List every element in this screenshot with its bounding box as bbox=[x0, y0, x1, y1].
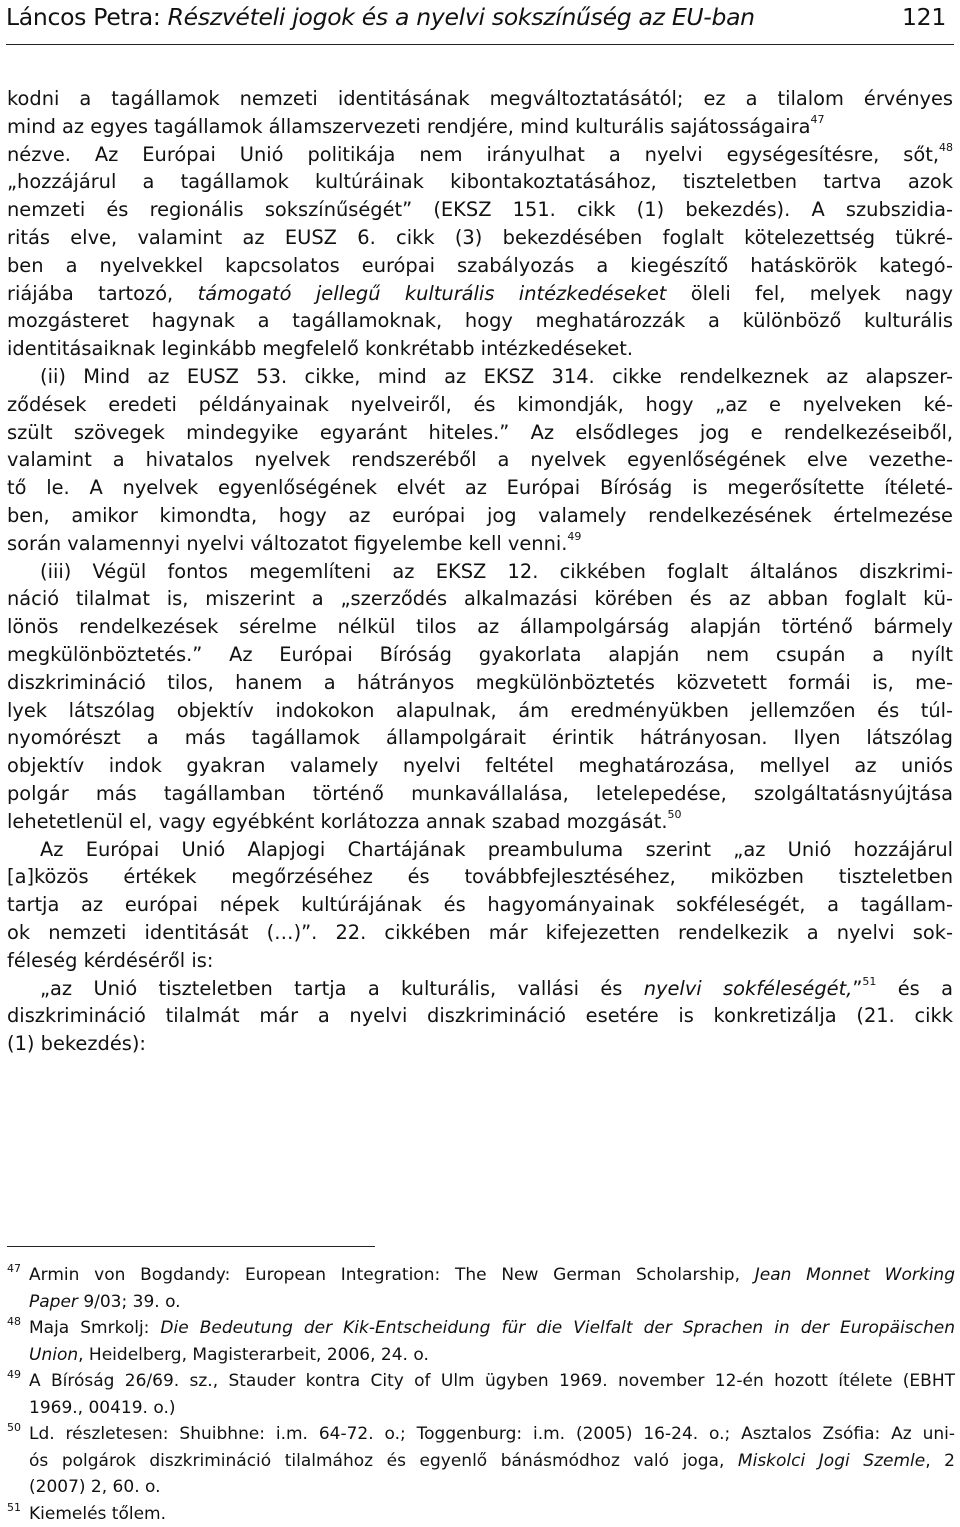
footnote-reference: 47 bbox=[811, 113, 825, 126]
body-line bbox=[7, 85, 953, 113]
footnote bbox=[7, 1421, 955, 1501]
text-run: ” bbox=[852, 977, 862, 1000]
text-run: Kiemelés tőlem. bbox=[29, 1504, 166, 1524]
text-run: ós polgárok diszkrimináció tilalmához és egyenlő bánásmódhoz való joga, bbox=[29, 1451, 738, 1471]
body-line bbox=[7, 863, 953, 891]
italic-text: Jean Monnet Working bbox=[755, 1265, 955, 1285]
footnote-line bbox=[29, 1289, 955, 1316]
text-run: „hozzájárul a tagállamok kultúráinak kibontakoztatásához, tiszteletben tartva azok bbox=[7, 170, 953, 193]
text-run: polgár más tagállamban történő munkavállalása, letelepedése, szolgáltatásnyújtása bbox=[7, 782, 953, 805]
footnote-line bbox=[29, 1342, 955, 1369]
text-run: diszkrimináció tilalmát már a nyelvi diszkrimináció esetére is konkretizálja (21. cikk bbox=[7, 1004, 953, 1027]
text-run: identitásaiknak leginkább megfelelő konkrétabb intézkedéseket. bbox=[7, 337, 633, 360]
body-line bbox=[7, 280, 953, 308]
text-run: nézve. bbox=[7, 143, 71, 166]
body-line bbox=[7, 1030, 953, 1058]
body-line bbox=[7, 947, 953, 975]
body-line bbox=[7, 752, 953, 780]
body-line bbox=[7, 446, 953, 474]
footnote-line bbox=[29, 1368, 955, 1395]
footnotes bbox=[7, 1262, 955, 1527]
body-line bbox=[7, 1002, 953, 1030]
text-run: nyomórészt a más tagállamok állampolgárait érintik hátrányosan. Ilyen látszólag bbox=[7, 726, 953, 749]
text-run: ben a nyelvekkel kapcsolatos európai szabályozás a kiegészítő hatáskörök kategó- bbox=[7, 254, 953, 277]
body-line bbox=[7, 808, 953, 836]
text-run: nemzeti és regionális sokszínűségét” (EKSZ 151. cikk (1) bekezdés). A szubszidia- bbox=[7, 198, 953, 221]
text-run: valamint a hivatalos nyelvek rendszeréből a nyelvek egyenlőségének elve vezethe- bbox=[7, 448, 953, 471]
italic-text: nyelvi sokféleségét, bbox=[644, 977, 853, 1000]
text-run: mind kulturális sajátosságaira bbox=[514, 115, 811, 138]
footnote-line bbox=[29, 1501, 955, 1527]
text-run: 9/03; 39. o. bbox=[78, 1292, 181, 1312]
footnote-number: 51 bbox=[7, 1495, 21, 1522]
body-line bbox=[7, 419, 953, 447]
body-line bbox=[7, 252, 953, 280]
body-line bbox=[7, 363, 953, 391]
body-line bbox=[7, 780, 953, 808]
body-line bbox=[7, 613, 953, 641]
text-run: mind az egyes tagállamok államszervezeti rendjére, bbox=[7, 115, 514, 138]
page-number: 121 bbox=[902, 0, 946, 34]
body-line bbox=[7, 141, 953, 169]
footnote-line bbox=[29, 1262, 955, 1289]
text-run: (ii) Mind az EUSZ 53. cikke, mind az EKSZ 314. cikke rendelkeznek az alapszer- bbox=[40, 365, 953, 388]
footnote-number: 48 bbox=[7, 1309, 21, 1336]
text-run: tő le. A nyelvek egyenlőségének elvét az Európai Bíróság is megerősítette ítéleté- bbox=[7, 476, 953, 499]
footnote bbox=[7, 1262, 955, 1315]
footnote-number: 49 bbox=[7, 1362, 21, 1389]
text-run: lyek látszólag objektív indokokon alapulnak, ám eredményükben jellemzően és túl- bbox=[7, 699, 953, 722]
text-run: objektív indok gyakran valamely nyelvi feltétel meghatározása, mellyel az uniós bbox=[7, 754, 953, 777]
text-run: [a]közös értékek megőrzéséhez és továbbfejlesztéséhez, miközben tiszteletben bbox=[7, 865, 953, 888]
text-run: Maja Smrkolj: bbox=[29, 1318, 160, 1338]
body-line bbox=[7, 168, 953, 196]
text-run: náció tilalmat is, miszerint a „szerződés alkalmazási körében és az abban foglalt kü- bbox=[7, 587, 953, 610]
text-run: tartja az európai népek kultúrájának és hagyományainak sokféleségét, a tagállam- bbox=[7, 893, 953, 916]
text-run: kodni a tagállamok nemzeti identitásának megváltoztatásától; ez a tilalom érvényes bbox=[7, 87, 953, 110]
text-run: szült szövegek mindegyike egyaránt hiteles.” Az elsődleges jog e rendelkezéseiből, bbox=[7, 421, 953, 444]
footnote bbox=[7, 1315, 955, 1368]
footnote-number: 50 bbox=[7, 1415, 21, 1442]
body-line bbox=[7, 836, 953, 864]
footnote-line bbox=[29, 1421, 955, 1448]
body-line bbox=[7, 919, 953, 947]
text-run: Ld. részletesen: Shuibhne: i.m. 64-72. o.; Toggenburg: i.m. (2005) 16-24. o.; Asztalos Zsófia: Az uni- bbox=[29, 1424, 955, 1444]
text-run: megkülönböztetés.” Az Európai Bíróság gyakorlata alapján nem csupán a nyílt bbox=[7, 643, 953, 666]
body-line bbox=[7, 669, 953, 697]
body-line bbox=[7, 975, 953, 1003]
body-line bbox=[7, 697, 953, 725]
body-line bbox=[7, 391, 953, 419]
footnote-number: 47 bbox=[7, 1256, 21, 1283]
footnote-reference: 48 bbox=[939, 141, 953, 154]
body-line bbox=[7, 307, 953, 335]
body-line bbox=[7, 891, 953, 919]
footnote bbox=[7, 1368, 955, 1421]
text-run: , 2 bbox=[925, 1451, 955, 1471]
footnote-reference: 51 bbox=[862, 975, 876, 988]
text-run: ben, amikor kimondta, hogy az európai jog valamely rendelkezésének értelmezése bbox=[7, 504, 953, 527]
text-run: lönös rendelkezések sérelme nélkül tilos az állampolgárság alapján történő bármely bbox=[7, 615, 953, 638]
body-line bbox=[7, 585, 953, 613]
footnote-reference: 50 bbox=[668, 808, 682, 821]
text-run: során valamennyi nyelvi változatot figyelembe kell venni. bbox=[7, 532, 567, 555]
footnote-line bbox=[29, 1395, 955, 1422]
body-line bbox=[7, 224, 953, 252]
footnote-line bbox=[29, 1448, 955, 1475]
body-line bbox=[7, 113, 953, 141]
text-run: öleli fel, melyek nagy bbox=[666, 282, 953, 305]
running-header bbox=[6, 0, 954, 45]
footnote bbox=[7, 1501, 955, 1527]
text-run: ok nemzeti identitását (…)”. 22. cikkében már kifejezetten rendelkezik a nyelvi sok- bbox=[7, 921, 953, 944]
text-run: , Heidelberg, Magisterarbeit, 2006, 24. o. bbox=[78, 1345, 429, 1365]
text-run: (1) bekezdés): bbox=[7, 1032, 146, 1055]
text-run: Az Európai Unió politikája nem irányulhat a nyelvi egységesítésre, sőt, bbox=[71, 143, 939, 166]
italic-text: Union bbox=[29, 1345, 78, 1365]
italic-text: Die Bedeutung der Kik-Entscheidung für die Vielfalt der Sprachen in der Europäischen bbox=[160, 1318, 955, 1338]
header-author: Láncos Petra: bbox=[6, 3, 160, 31]
body-line bbox=[7, 641, 953, 669]
text-run: lehetetlenül el, vagy egyébként korlátozza annak szabad mozgását. bbox=[7, 810, 668, 833]
body-line bbox=[7, 335, 953, 363]
text-run: Armin von Bogdandy: European Integration: The New German Scholarship, bbox=[29, 1265, 755, 1285]
text-run: diszkrimináció tilos, hanem a hátrányos megkülönböztetés közvetett formái is, me- bbox=[7, 671, 953, 694]
footnote-separator bbox=[7, 1246, 375, 1247]
body-line bbox=[7, 558, 953, 586]
italic-text: Miskolci Jogi Szemle bbox=[738, 1451, 925, 1471]
text-run: riájába tartozó, bbox=[7, 282, 198, 305]
body-text bbox=[7, 85, 953, 1058]
body-line bbox=[7, 530, 953, 558]
text-run: ződések eredeti példányainak nyelveiről, és kimondják, hogy „az e nyelveken ké- bbox=[7, 393, 953, 416]
footnote-line bbox=[29, 1315, 955, 1342]
text-run: (iii) Végül fontos megemlíteni az EKSZ 12. cikkében foglalt általános diszkrimi- bbox=[40, 560, 953, 583]
text-run: ritás elve, valamint az EUSZ 6. cikk (3) bekezdésében foglalt kötelezettség tükré- bbox=[7, 226, 953, 249]
text-run: Az Európai Unió Alapjogi Chartájának preambuluma szerint „az Unió hozzájárul bbox=[40, 838, 953, 861]
italic-text: támogató jellegű kulturális intézkedéseket bbox=[198, 282, 667, 305]
footnote-reference: 49 bbox=[567, 530, 581, 543]
text-run: (2007) 2, 60. o. bbox=[29, 1477, 161, 1497]
body-line bbox=[7, 474, 953, 502]
header-title: Részvételi jogok és a nyelvi sokszínűség az EU-ban bbox=[168, 3, 755, 31]
text-run: „az Unió tiszteletben tartja a kulturális, vallási és bbox=[40, 977, 644, 1000]
footnote-line bbox=[29, 1474, 955, 1501]
body-line bbox=[7, 724, 953, 752]
text-run: A Bíróság 26/69. sz., Stauder kontra City of Ulm ügyben 1969. november 12-én hozott ítélete (EBHT bbox=[29, 1371, 955, 1391]
body-line bbox=[7, 196, 953, 224]
text-run: és a bbox=[876, 977, 953, 1000]
text-run: féleség kérdéséről is: bbox=[7, 949, 213, 972]
text-run: mozgásteret hagynak a tagállamoknak, hogy meghatározzák a különböző kulturális bbox=[7, 309, 953, 332]
text-run: 1969., 00419. o.) bbox=[29, 1398, 176, 1418]
body-line bbox=[7, 502, 953, 530]
italic-text: Paper bbox=[29, 1292, 78, 1312]
